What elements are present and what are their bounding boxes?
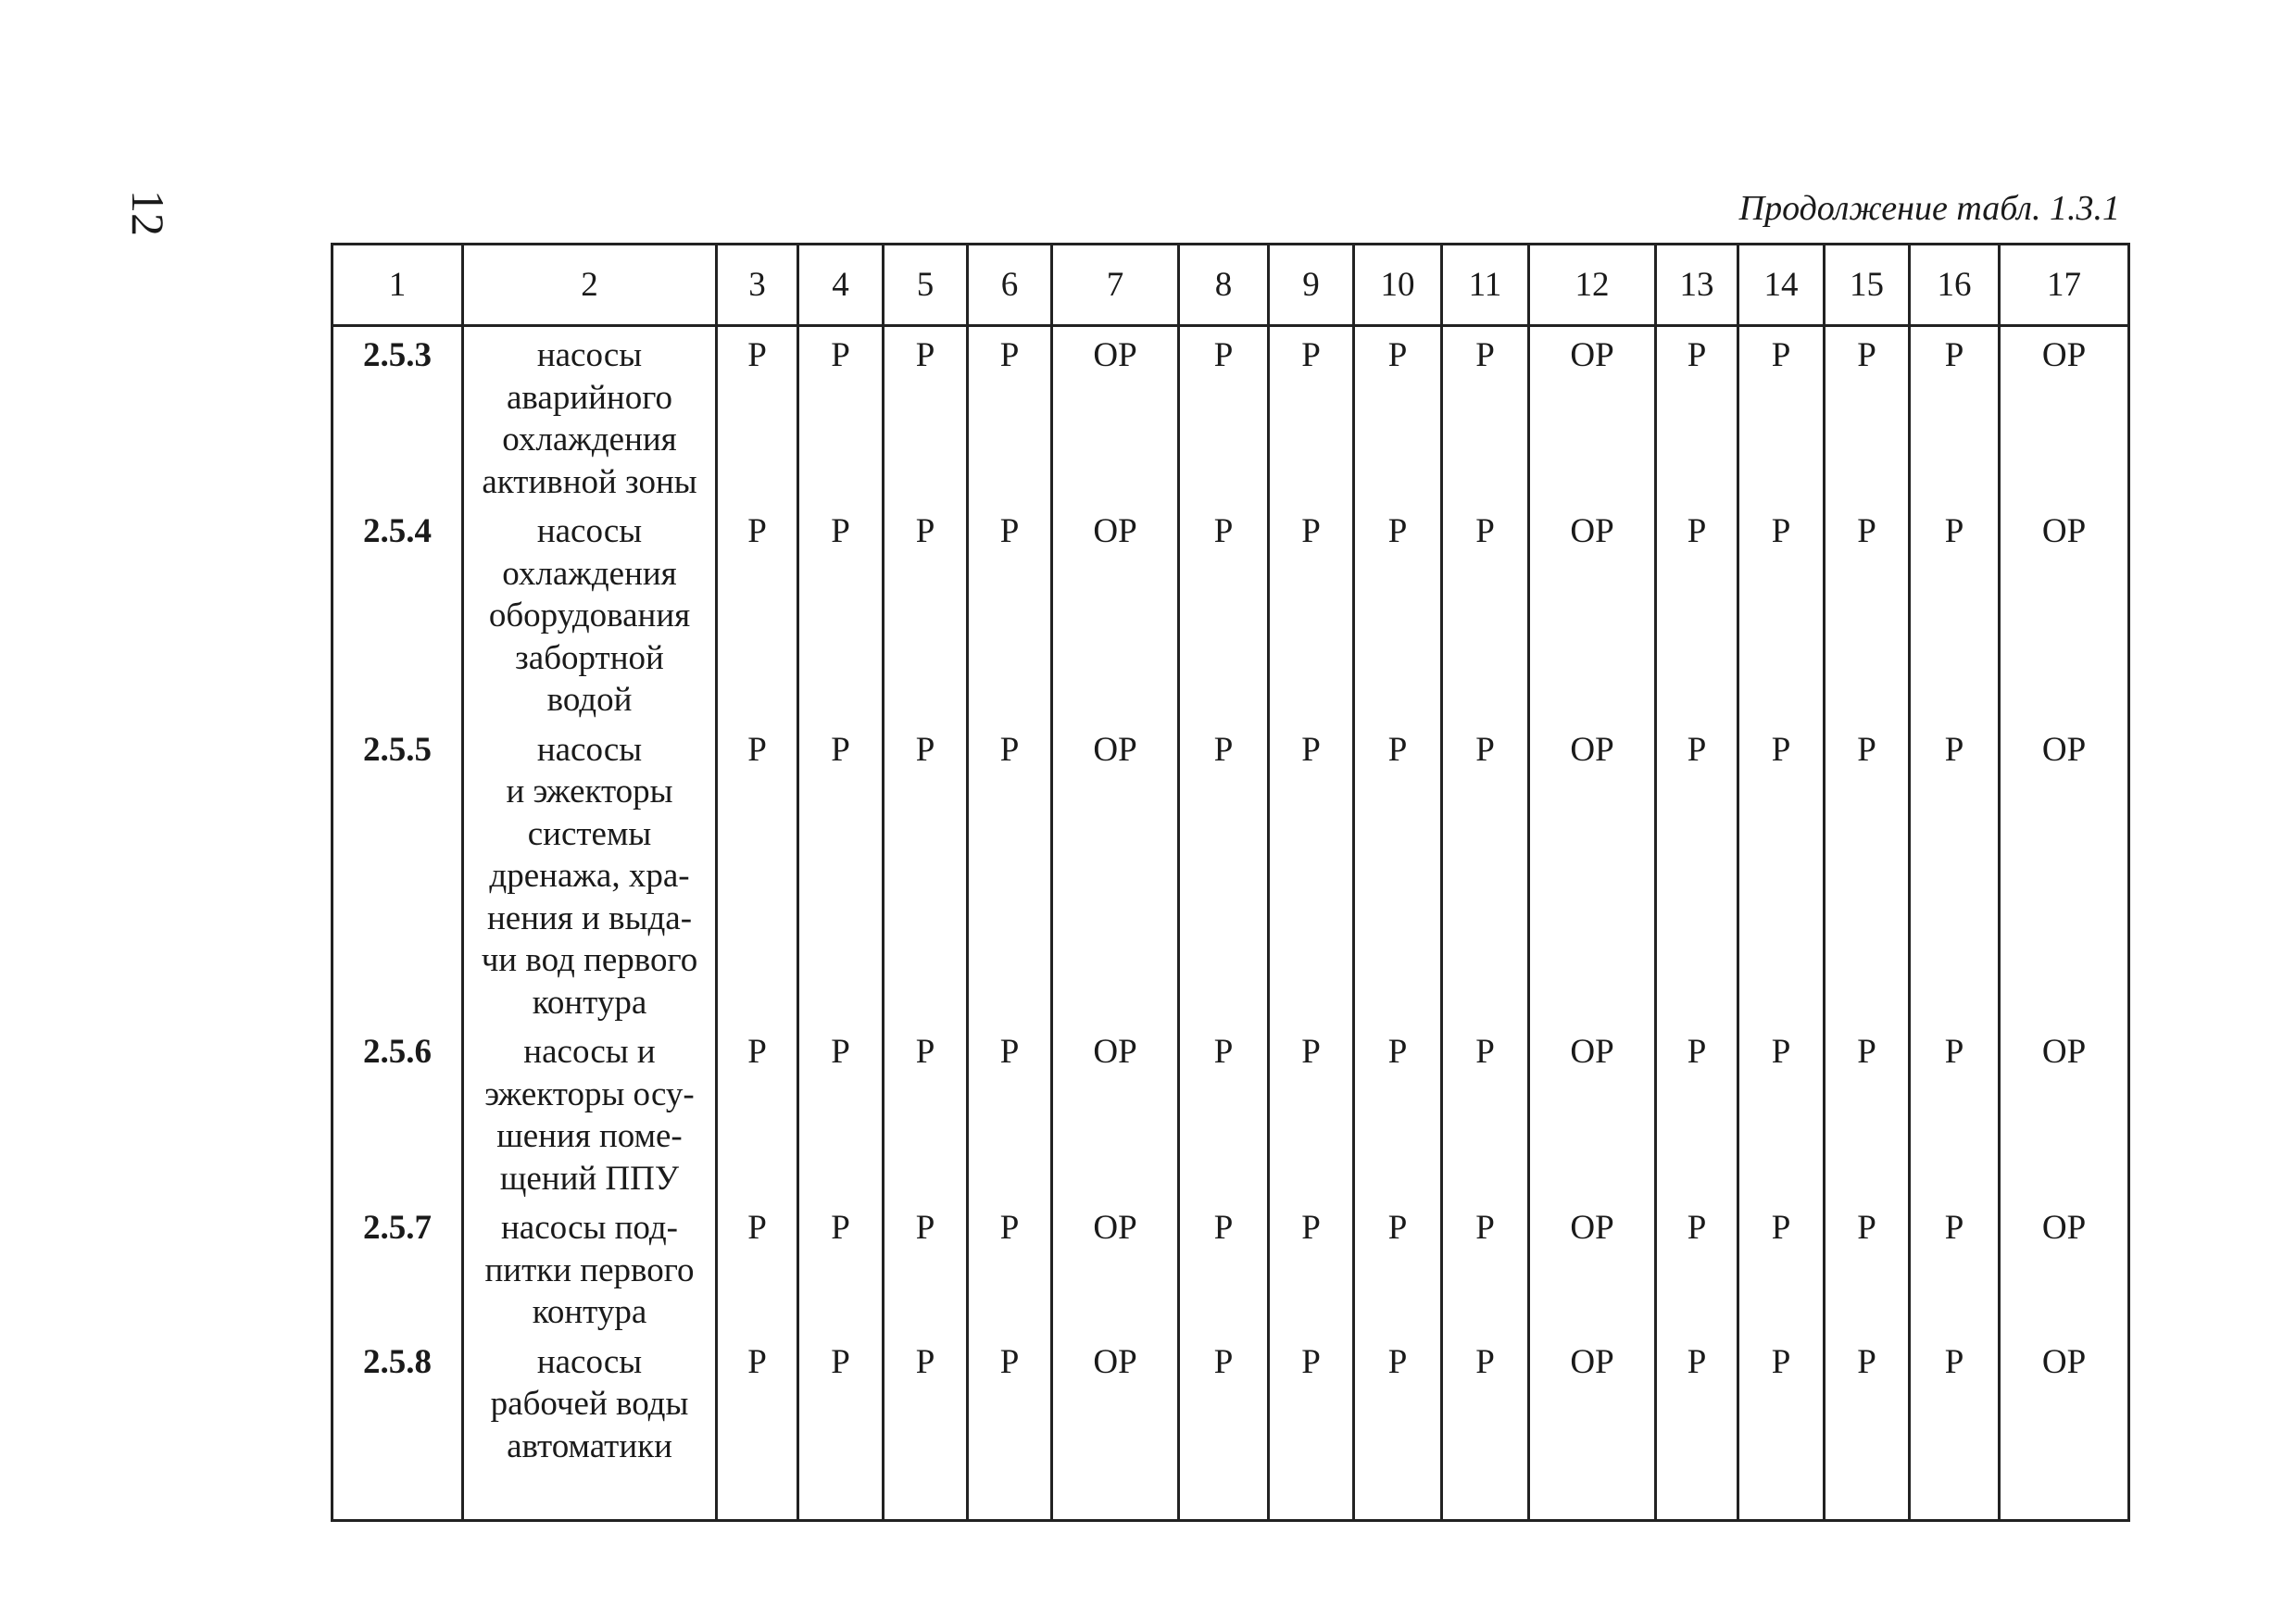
- description-line: контура: [532, 983, 647, 1022]
- cell-value: ОР: [2000, 326, 2129, 504]
- description-line: активной зоны: [482, 462, 697, 501]
- row-number: 2.5.8: [332, 1334, 463, 1468]
- cell-value: Р: [1269, 326, 1354, 504]
- description-line: шения поме-: [496, 1117, 683, 1155]
- cell-value: ОР: [1529, 503, 1656, 722]
- cell-value: Р: [1354, 1200, 1442, 1334]
- cell-value: Р: [1354, 722, 1442, 1024]
- description-line: охлаждения: [502, 554, 677, 593]
- row-number: 2.5.3: [332, 326, 463, 504]
- column-header: 6: [968, 245, 1052, 326]
- table-row: [332, 1200, 2129, 1334]
- cell-value: Р: [1656, 326, 1738, 504]
- column-header: 12: [1529, 245, 1656, 326]
- cell-value: ОР: [1052, 503, 1179, 722]
- spacer-cell: [2000, 1467, 2129, 1521]
- row-description: [463, 326, 717, 504]
- cell-value: Р: [1738, 1024, 1825, 1200]
- cell-value: Р: [1179, 326, 1269, 504]
- column-header: 15: [1825, 245, 1910, 326]
- spacer-cell: [1052, 1467, 1179, 1521]
- cell-value: ОР: [2000, 1334, 2129, 1468]
- column-header: 13: [1656, 245, 1738, 326]
- column-header: 1: [332, 245, 463, 326]
- cell-value: Р: [884, 326, 968, 504]
- description-line: аварийного: [507, 378, 672, 417]
- cell-value: Р: [968, 722, 1052, 1024]
- spacer-cell: [463, 1467, 717, 1521]
- description-line: забортной: [515, 638, 664, 677]
- cell-value: Р: [884, 722, 968, 1024]
- row-number: 2.5.5: [332, 722, 463, 1024]
- column-header: 8: [1179, 245, 1269, 326]
- cell-value: ОР: [1529, 1334, 1656, 1468]
- cell-value: Р: [1825, 503, 1910, 722]
- cell-value: Р: [717, 1334, 798, 1468]
- page-number: 12: [122, 190, 174, 236]
- table-row: [332, 1024, 2129, 1200]
- cell-value: ОР: [1529, 722, 1656, 1024]
- cell-value: Р: [1179, 1334, 1269, 1468]
- cell-value: Р: [1354, 503, 1442, 722]
- cell-value: ОР: [1052, 722, 1179, 1024]
- cell-value: Р: [717, 1200, 798, 1334]
- cell-value: Р: [1179, 503, 1269, 722]
- cell-value: Р: [1738, 503, 1825, 722]
- cell-value: Р: [1825, 326, 1910, 504]
- spacer-cell: [1910, 1467, 2000, 1521]
- table-row: [332, 503, 2129, 722]
- cell-value: ОР: [2000, 1024, 2129, 1200]
- column-header: 10: [1354, 245, 1442, 326]
- spacer-cell: [717, 1467, 798, 1521]
- cell-value: Р: [1354, 1334, 1442, 1468]
- cell-value: Р: [884, 1200, 968, 1334]
- cell-value: ОР: [1529, 326, 1656, 504]
- cell-value: Р: [1738, 1200, 1825, 1334]
- column-header: 17: [2000, 245, 2129, 326]
- cell-value: ОР: [1529, 1200, 1656, 1334]
- cell-value: Р: [1442, 722, 1529, 1024]
- cell-value: Р: [1269, 1334, 1354, 1468]
- cell-value: Р: [968, 503, 1052, 722]
- description-line: насосы и: [523, 1033, 656, 1071]
- cell-value: Р: [968, 1024, 1052, 1200]
- cell-value: Р: [717, 326, 798, 504]
- column-header: 5: [884, 245, 968, 326]
- cell-value: Р: [1910, 326, 2000, 504]
- cell-value: Р: [1179, 722, 1269, 1024]
- cell-value: Р: [1442, 326, 1529, 504]
- row-number: 2.5.7: [332, 1200, 463, 1334]
- description-line: насосы под-: [501, 1209, 678, 1247]
- cell-value: Р: [1179, 1200, 1269, 1334]
- cell-value: Р: [798, 1334, 884, 1468]
- cell-value: Р: [1656, 503, 1738, 722]
- description-line: контура: [532, 1293, 647, 1331]
- spacer-cell: [884, 1467, 968, 1521]
- cell-value: ОР: [1529, 1024, 1656, 1200]
- row-description: [463, 1200, 717, 1334]
- spacer-cell: [968, 1467, 1052, 1521]
- cell-value: Р: [1269, 1024, 1354, 1200]
- cell-value: Р: [1656, 1024, 1738, 1200]
- cell-value: Р: [798, 1024, 884, 1200]
- cell-value: Р: [798, 326, 884, 504]
- cell-value: Р: [798, 1200, 884, 1334]
- cell-value: Р: [968, 1334, 1052, 1468]
- description-line: охлаждения: [502, 421, 677, 459]
- description-line: оборудования: [488, 597, 691, 635]
- cell-value: Р: [1825, 1334, 1910, 1468]
- description-line: насосы: [536, 512, 643, 550]
- cell-value: ОР: [1052, 326, 1179, 504]
- cell-value: Р: [717, 503, 798, 722]
- cell-value: Р: [1910, 1334, 2000, 1468]
- spacer-cell: [1529, 1467, 1656, 1521]
- cell-value: Р: [1442, 1200, 1529, 1334]
- cell-value: Р: [1738, 1334, 1825, 1468]
- cell-value: ОР: [2000, 722, 2129, 1024]
- spacer-cell: [1269, 1467, 1354, 1521]
- cell-value: Р: [1354, 326, 1442, 504]
- description-line: эжекторы осу-: [484, 1074, 695, 1113]
- spacer-cell: [1179, 1467, 1269, 1521]
- description-line: питки первого: [484, 1250, 695, 1289]
- spacer-cell: [798, 1467, 884, 1521]
- description-line: водой: [546, 681, 633, 719]
- cell-value: Р: [1442, 1024, 1529, 1200]
- cell-value: Р: [1354, 1024, 1442, 1200]
- cell-value: Р: [1442, 503, 1529, 722]
- column-header: 7: [1052, 245, 1179, 326]
- cell-value: Р: [798, 722, 884, 1024]
- table-row: [332, 326, 2129, 504]
- description-line: щений ППУ: [499, 1159, 680, 1198]
- cell-value: Р: [1738, 722, 1825, 1024]
- cell-value: Р: [884, 503, 968, 722]
- cell-value: ОР: [1052, 1024, 1179, 1200]
- cell-value: Р: [1738, 326, 1825, 504]
- description-line: чи вод первого: [481, 941, 698, 979]
- description-line: дренажа, хра-: [489, 857, 690, 895]
- description-line: рабочей воды: [490, 1385, 689, 1423]
- cell-value: Р: [1269, 1200, 1354, 1334]
- spacer-cell: [1442, 1467, 1529, 1521]
- column-header: 16: [1910, 245, 2000, 326]
- spacer-cell: [1738, 1467, 1825, 1521]
- cell-value: Р: [717, 722, 798, 1024]
- cell-value: Р: [1179, 1024, 1269, 1200]
- row-number: 2.5.4: [332, 503, 463, 722]
- table-row: [332, 722, 2129, 1024]
- table-caption: Продолжение табл. 1.3.1: [1738, 189, 2120, 228]
- description-line: насосы: [536, 336, 643, 374]
- row-description: [463, 1334, 717, 1468]
- cell-value: Р: [1910, 1024, 2000, 1200]
- description-line: системы: [527, 814, 652, 853]
- cell-value: Р: [1442, 1334, 1529, 1468]
- cell-value: ОР: [1052, 1200, 1179, 1334]
- spacer-cell: [1354, 1467, 1442, 1521]
- cell-value: Р: [798, 503, 884, 722]
- cell-value: Р: [1656, 1200, 1738, 1334]
- spacer-cell: [1825, 1467, 1910, 1521]
- cell-value: Р: [1269, 503, 1354, 722]
- column-header: 14: [1738, 245, 1825, 326]
- table-spacer: [332, 1467, 2129, 1521]
- cell-value: Р: [968, 326, 1052, 504]
- spacer-cell: [332, 1467, 463, 1521]
- cell-value: Р: [1910, 1200, 2000, 1334]
- cell-value: Р: [717, 1024, 798, 1200]
- column-header: 3: [717, 245, 798, 326]
- cell-value: ОР: [2000, 1200, 2129, 1334]
- description-line: насосы: [536, 730, 643, 769]
- cell-value: Р: [1825, 1024, 1910, 1200]
- row-number: 2.5.6: [332, 1024, 463, 1200]
- spacer-cell: [1656, 1467, 1738, 1521]
- cell-value: Р: [1656, 722, 1738, 1024]
- description-line: и эжекторы: [506, 773, 673, 810]
- cell-value: ОР: [2000, 503, 2129, 722]
- header-row: [332, 245, 2129, 326]
- row-description: [463, 503, 717, 722]
- column-header: 11: [1442, 245, 1529, 326]
- column-header: 9: [1269, 245, 1354, 326]
- data-table: [331, 243, 2130, 1522]
- table-body: [332, 326, 2129, 1521]
- cell-value: Р: [1910, 722, 2000, 1024]
- cell-value: Р: [968, 1200, 1052, 1334]
- cell-value: Р: [1656, 1334, 1738, 1468]
- row-description: [463, 722, 717, 1024]
- description-line: автоматики: [507, 1426, 672, 1465]
- table-row: [332, 1334, 2129, 1468]
- cell-value: Р: [884, 1334, 968, 1468]
- column-header: 2: [463, 245, 717, 326]
- cell-value: Р: [1825, 1200, 1910, 1334]
- cell-value: Р: [1825, 722, 1910, 1024]
- cell-value: Р: [1910, 503, 2000, 722]
- cell-value: Р: [884, 1024, 968, 1200]
- description-line: нения и выда-: [486, 898, 693, 937]
- cell-value: Р: [1269, 722, 1354, 1024]
- cell-value: ОР: [1052, 1334, 1179, 1468]
- row-description: [463, 1024, 717, 1200]
- column-header: 4: [798, 245, 884, 326]
- description-line: насосы: [536, 1342, 643, 1381]
